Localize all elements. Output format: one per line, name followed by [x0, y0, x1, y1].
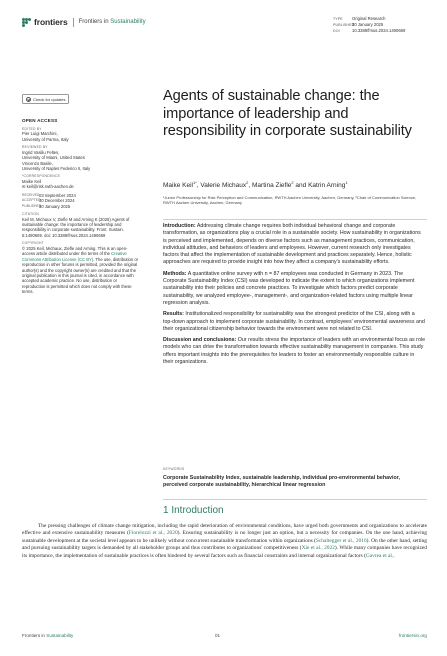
keywords-label: KEYWORDS — [163, 467, 185, 471]
edited-by — [22, 131, 139, 142]
editor-line: University of Parma, Italy — [22, 136, 69, 142]
footer-site-link[interactable]: frontiersin.org — [398, 633, 427, 638]
frontiers-logo[interactable] — [22, 17, 146, 27]
abstract-paragraph — [163, 271, 425, 307]
body-paragraph — [22, 523, 427, 560]
check-icon — [26, 97, 31, 102]
meta-value[interactable]: 10.3389/frsus.2024.1490669 — [352, 28, 406, 33]
date-key: RECEIVED — [22, 192, 40, 197]
correspondence[interactable] — [22, 179, 139, 190]
date-key: ACCEPTED — [22, 198, 41, 203]
correspondence-line: ✉ keil@risk.rwth-aachen.de — [22, 184, 74, 190]
abstract-text: Addressing climate change requires both individual behavioral change and corporate transformation, as organizations play a crucial role in a sustainable society. How sustainability in organizations is perceived and implemented, depends on diverse factors such as management practices, communication, individual attitudes, and behaviors of leaders and employees. However, current research only investigates factors that affect the implementation of sustainable development and practices separately. Hence, holistic approaches are required to provide insight into how they affect a company's sustainability efforts. — [163, 223, 421, 266]
author-list: Maike Keil$^{1*}$, Valerie Michaux$^2$, Martina Ziefle$^2$ and Katrin Arning$^1$ — [163, 180, 348, 190]
logo-divider — [73, 18, 74, 27]
page-header — [22, 16, 427, 40]
abstract — [163, 223, 425, 370]
body-text-run: ). On the other hand, setting and pursuing sustainability targets is demanded by all stakeholder groups and thus contributes to organizations' competitiveness ( — [22, 537, 427, 552]
abstract-text: Institutionalized responsibility for sustainability was the strongest predictor of the CSI, along with a top-down approach to implement corporate sustainability. In contrast, employees' environmental awareness and their organizational citizenship behavior towards the environment were not related to CSI. — [163, 311, 425, 332]
date-key: PUBLISHED — [22, 203, 42, 208]
article-dates — [22, 193, 139, 209]
correspondence-label: *CORRESPONDENCE — [22, 174, 61, 179]
sidebar — [22, 94, 139, 295]
abstract-divider — [163, 219, 427, 220]
author-affiliation-mark: 1 — [345, 180, 348, 185]
date-row — [22, 204, 139, 209]
citation-label: CITATION — [22, 212, 39, 217]
author-name[interactable]: Valerie Michaux — [200, 182, 247, 190]
journal-name: Frontiers in Sustainability — [78, 19, 146, 25]
author-affiliation-mark: 2 — [291, 180, 294, 185]
author-affiliation-mark: 1* — [192, 180, 197, 185]
affiliations: ¹Junior Professorship for Risk Perception and Communication, RWTH Aachen University, Aachen, Germany, ²Chair of Communication Science, RWTH Aachen University, Aachen, Germany — [163, 195, 417, 206]
reviewer-line: University of Miami, United States — [22, 155, 85, 161]
reviewer-line: University of Naples Federico II, Italy — [22, 166, 91, 172]
citation-link[interactable]: Schaltegger et al., 2016 — [315, 537, 367, 544]
abstract-label: Discussion and conclusions: — [163, 337, 237, 344]
article-meta — [333, 16, 405, 34]
citation-link[interactable]: Gavrea et al., — [365, 552, 395, 559]
copyright-label: COPYRIGHT — [22, 241, 44, 246]
check-for-updates-button[interactable]: Check for updates — [22, 94, 69, 104]
cc-by-license-link[interactable]: Creative Commons Attribution License (CC BY) — [22, 251, 127, 262]
date-value: 03 September 2024 — [39, 192, 76, 198]
page-number: 01 — [215, 633, 221, 638]
abstract-label: Introduction: — [163, 223, 196, 229]
keywords: Corporate Sustainability Index, sustainable leadership, individual pro-environmental behavior, perceived corporate sustainability, hierarchical linear regression — [163, 475, 400, 489]
meta-key: DOI — [333, 29, 340, 33]
abstract-paragraph — [163, 311, 425, 333]
meta-key: TYPE — [333, 17, 343, 21]
abstract-paragraph — [163, 337, 425, 366]
abstract-text: A quantitative online survey with n = 87 employees was conducted in Germany in 2023. The Corporate Sustainability Index (CSI) was developed to indicate the extent to which organizations implement sustainability into their policies and concrete practices. To investigate which factors predict corporate sustainability, we analyzed employee-, management-, and organization-related factors using multiple linear regression analysis. — [163, 270, 415, 306]
body-text-run: ). While many companies have recognized its importance, the implementation of sustainable practices is often hindered by several factors such as financial constraints and internal organizational factors ( — [22, 545, 427, 559]
reviewed-by-label: REVIEWED BY — [22, 145, 48, 150]
date-value: 30 January 2025 — [39, 203, 71, 209]
citation: Keil M, Michaux V, Ziefle M and Arning K (2025) Agents of sustainable change: the importance of leadership and responsibility in corporate sustainability. Front. Sustain. 5:1490669. doi: 10.3389/frsus.2024.1490669 — [22, 216, 130, 238]
open-access-label: OPEN ACCESS — [22, 118, 58, 124]
abstract-text: Our results stress the importance of leaders with an environmental focus as role models who can drive the transformation towards effective sustainability management in companies. This study offers important insights into the prerequisites for leaders to foster an environmentally responsible culture in their organizations. — [163, 337, 426, 366]
meta-value: 30 January 2025 — [352, 22, 384, 27]
meta-row — [333, 28, 405, 34]
article-title: Agents of sustainable change: the importance of leadership and responsibility in corporate sustainability — [163, 88, 412, 140]
section-heading: 1 Introduction — [163, 505, 224, 516]
meta-value: Original Research — [352, 16, 386, 21]
abstract-label: Results: — [163, 311, 184, 318]
author-name[interactable]: Martina Ziefle — [252, 182, 292, 190]
copyright: © 2025 Keil, Michaux, Ziefle and Arning. This is an open-access article distributed under the terms of the Creative Commons Attribution License (CC BY). The use, distribution or reproduction in other forums is permitted, provided the original author(s) and the copyright owner(s) are credited and that the original publication in this journal is cited, in accordance with accepted academic practice. No use, distribution or reproduction is permitted which does not comply with these terms. — [22, 245, 139, 295]
citation-link[interactable]: Fiorelozzi et al., 2020 — [128, 530, 178, 537]
body-text-run: ). Ensuring sustainability is no longer just an option, but a necessity for companies. On the one hand, achieving sustainable development at the societal level appears to be unlikely without concurrent sustainable transformation within organizations ( — [22, 530, 428, 544]
footer-journal: Frontiers in Sustainability — [22, 633, 74, 638]
reviewer-line: Vincenzo Basile, — [22, 160, 53, 166]
reviewer-line: Ingrid Vasiliu Feltes, — [22, 149, 60, 155]
brand-name: frontiers — [34, 17, 68, 27]
date-value: 30 December 2024 — [39, 198, 75, 204]
edited-by-label: EDITED BY — [22, 126, 42, 131]
frontiers-logo-icon — [22, 18, 31, 27]
author-name[interactable]: Maike Keil — [163, 182, 193, 190]
abstract-label: Methods: — [163, 270, 187, 277]
author-affiliation-mark: 2 — [246, 180, 249, 185]
citation-link[interactable]: Xie et al., 2022 — [301, 545, 335, 552]
reviewed-by — [22, 150, 139, 172]
author-name[interactable]: Katrin Arning — [308, 182, 346, 190]
meta-key: PUBLISHED — [333, 23, 355, 27]
section-divider — [163, 499, 427, 500]
editor-line: Pier Luigi Marchini, — [22, 131, 58, 137]
correspondence-line: Maike Keil — [22, 179, 42, 185]
abstract-paragraph — [163, 223, 425, 267]
body-text-run: The pressing challenges of climate change mitigation, including the rapid deterioration of environmental conditions, have urged both governments and organizations to accelerate effective and extensive sustainability measures ( — [22, 523, 427, 537]
